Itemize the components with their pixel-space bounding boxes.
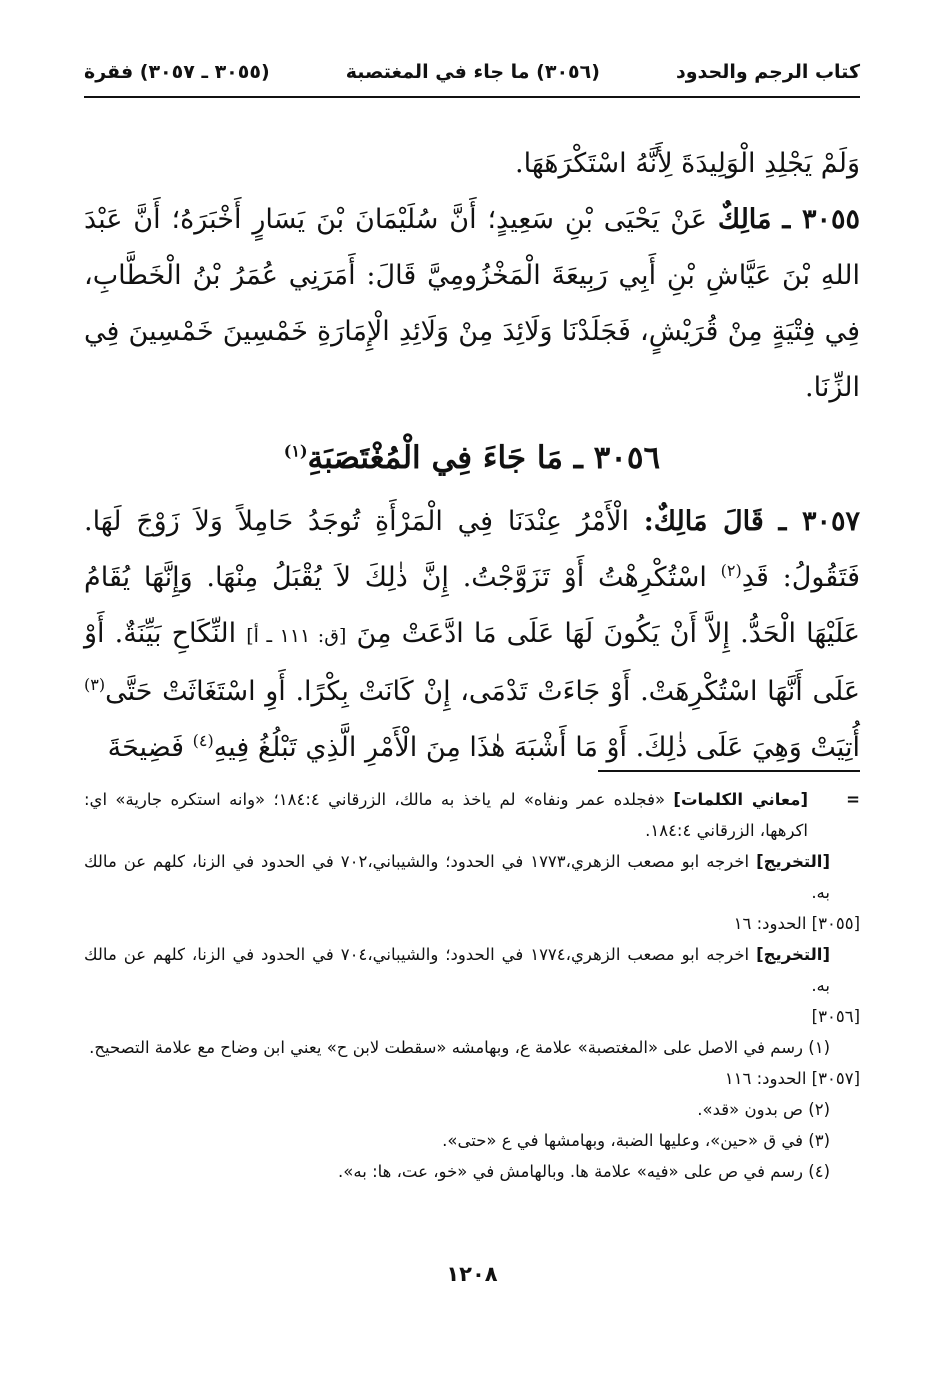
footnote-takhrij [84,939,860,1001]
manuscript-reference: [ق: ١١١ ـ أ] [246,625,347,647]
paragraph-3057 [84,494,860,776]
paragraph-text: النِّكَاحِ بَيِّنَةٌ. أَوْ عَلَى أَنَّهَا اسْتُكْرِهَتْ. أَوْ جَاءَتْ تَدْمَى، إِنْ كَانَتْ بِكْرًا. أَوِ اسْتَغَاثَتْ حَتَّى [84,618,860,707]
footnote-marker: (١) [283,441,308,461]
paragraph-text: اسْتُكْرِهْتُ أَوْ تَزَوَّجْتُ. إِنَّ ذٰلِكَ لاَ يُقْبَلُ مِنْهَا. وَإِنَّهَا يُقَامُ عَلَيْهَا الْحَدُّ. إِلاَّ أَنْ يَكُونَ لَهَا عَلَى مَا ادَّعَتْ مِنَ [84,562,860,649]
footnote-note: (٤) رسم في ص على «فيه» علامة ها. وبالهامش في «خو، عت، ها: به». [338,1162,830,1181]
paragraph-3055 [84,192,860,416]
footnote-text: اخرجه ابو مصعب الزهري،١٧٧٤ في الحدود؛ والشيباني،٧٠٤ في الحدود في الزنا، كلهم عن مالك به. [84,945,830,995]
paragraph-text: فَضِيحَةَ [107,732,185,763]
narrator-name: مَالِكٌ [717,204,772,235]
paragraph-text: عَنْ يَحْيَى بْنِ سَعِيدٍ؛ أَنَّ سُلَيْمَانَ بْنَ يَسَارٍ أَخْبَرَهُ؛ أَنَّ عَبْدَ اللهِ بْنَ عَيَّاشِ بْنِ أَبِي رَبِيعَةَ الْمَخْزُومِيَّ قَالَ: أَمَرَنِي عُمَرُ بْنُ الْخَطَّابِ، فِي فِتْيَةٍ مِنْ قُرَيْشٍ، فَجَلَدْنَا وَلَائِدَ مِنْ وَلَائِدِ الْإِمَارَةِ خَمْسِينَ خَمْسِينَ فِي الزِّنَا. [84,204,860,403]
narrator-name: قَالَ مَالِكٌ: [643,506,764,537]
footnote-label: [معاني الكلمات] [673,790,808,809]
footnote-note: (١) رسم في الاصل على «المغتصبة» علامة ع، وبهامشه «سقطت لابن ح» يعني ابن وضاح مع علامة التصحيح. [89,1038,830,1057]
footnote-maani [84,784,860,846]
footnote-text: اخرجه ابو مصعب الزهري،١٧٧٣ في الحدود؛ والشيباني،٧٠٢ في الحدود في الزنا، كلهم عن مالك به. [84,852,830,902]
header-book-title: كتاب الرجم والحدود [675,61,860,83]
footnote-marker: (٢) [720,561,742,580]
footnote-label: [التخريج] [756,945,830,964]
paragraph-text: الْأَمْرُ عِنْدَنَا فِي الْمَرْأَةِ تُوجَدُ حَامِلاً وَلاَ زَوْجَ لَهَا. فَتَقُولُ: قَدِ [84,506,861,593]
footnote-text: «فجلده عمر ونفاه» لم ياخذ به مالك، الزرقاني ١٨٤:٤؛ «وانه استكره جارية» اي: اكرهها، الزرقاني ١٨٤:٤. [84,790,808,840]
footnote-label: [التخريج] [756,852,830,871]
paragraph-text: أُتِيَتْ وَهِيَ عَلَى ذٰلِكَ. أَوْ مَا أَشْبَهَ هٰذَا مِنَ الْأَمْرِ الَّذِي تَبْلُغُ فِيهِ [213,732,860,763]
footnote-marker: (٣) [84,675,106,694]
paragraph-number: ٣٠٥٧ ـ [778,506,860,537]
main-text [84,136,860,776]
footnote-marker: (٤) [192,731,214,750]
header-chapter-title: (٣٠٥٦) ما جاء في المغتصبة [345,61,600,83]
footnotes [84,784,860,1187]
footnote-reference: [٣٠٥٦] [811,1007,860,1026]
footnote-divider [598,770,860,772]
footnote-note: (٢) ص بدون «قد». [697,1100,830,1119]
header-divider [84,96,860,98]
continuation-mark: = [846,790,860,809]
footnote-reference: [٣٠٥٧] الحدود: ١١٦ [724,1069,860,1088]
running-header [84,52,860,92]
section-title [84,428,860,488]
footnote-note: (٣) في ق «حين»، وعليها الضبة، وبهامشها في ع «حتى». [442,1131,830,1150]
paragraph-number: ٣٠٥٥ ـ [782,204,860,235]
footnote-reference: [٣٠٥٥] الحدود: ١٦ [733,914,860,933]
footnote-takhrij [84,846,860,908]
page-number: ١٢٠٨ [446,1262,498,1286]
header-paragraph-range: (٣٠٥٥ ـ ٣٠٥٧) فقرة [84,61,270,83]
section-title-text: ٣٠٥٦ ـ مَا جَاءَ فِي الْمُغْتَصَبَةِ [307,440,661,476]
continuation-line: وَلَمْ يَجْلِدِ الْوَلِيدَةَ لِأَنَّهُ اسْتَكْرَهَهَا. [515,148,860,179]
